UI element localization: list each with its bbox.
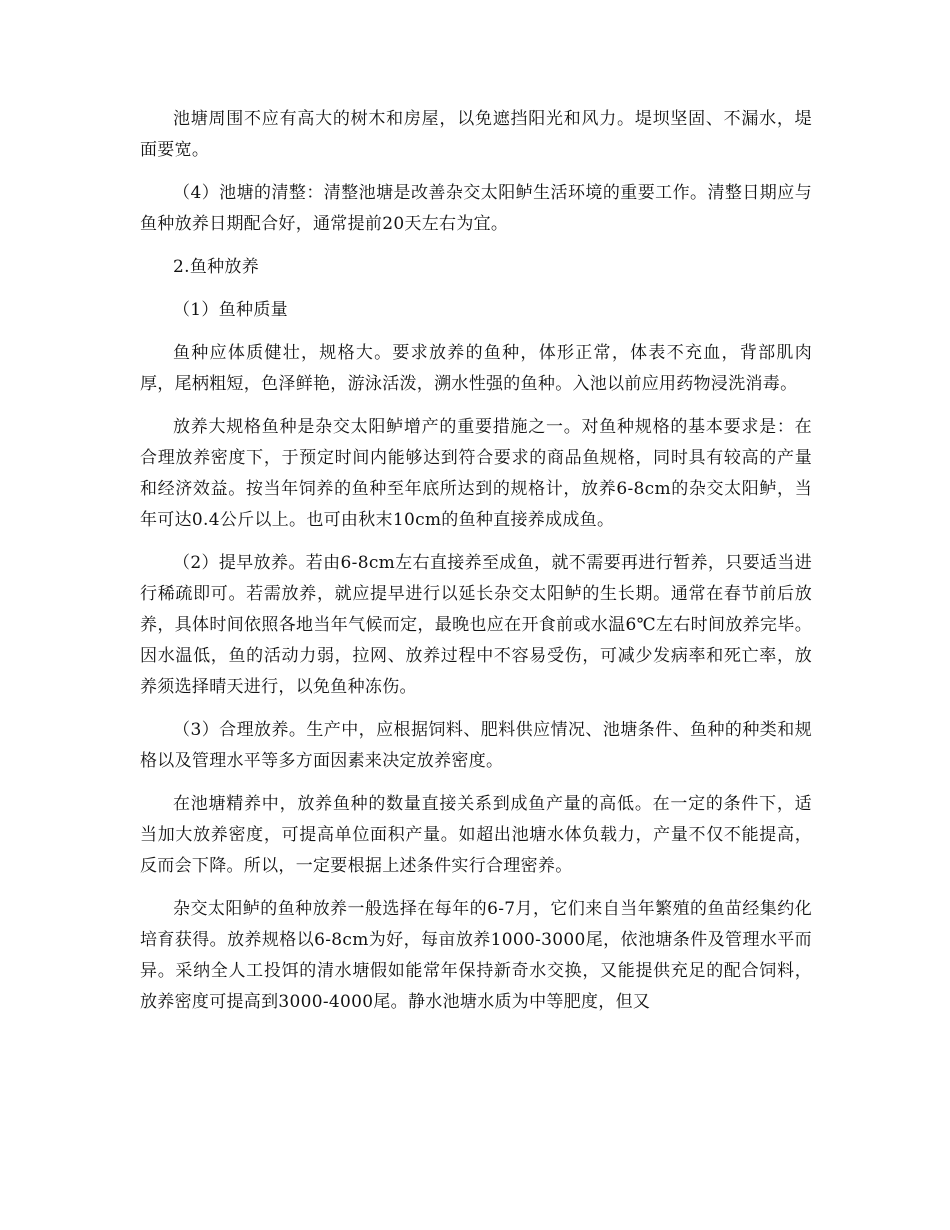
section-heading-fingerling-stocking: 2.鱼种放养: [173, 257, 260, 277]
document-body: [140, 104, 812, 1030]
paragraph-intensive-culture: 在池塘精养中，放养鱼种的数量直接关系到成鱼产量的高低。在一定的条件下，适当加大放养密度，可提高单位面积产量。如超出池塘水体负载力，产量不仅不能提高，反而会下降。所以，一定要根据上述条件实行合理密养。: [140, 794, 812, 876]
paragraph-early-stocking: （2）提早放养。若由6-8cm左右直接养至成鱼，就不需要再进行暂养，只要适当进行稀疏即可。若需放养，就应提早进行以延长杂交太阳鲈的生长期。通常在春节前后放养，具体时间依照各地当年气候而定，最晚也应在开食前或水温6℃左右时间放养完毕。因水温低，鱼的活动力弱，拉网、放养过程中不容易受伤，可减少发病率和死亡率，放养须选择晴天进行，以免鱼种冻伤。: [140, 553, 812, 697]
paragraph-large-fingerlings: 放养大规格鱼种是杂交太阳鲈增产的重要措施之一。对鱼种规格的基本要求是：在合理放养密度下，于预定时间内能够达到符合要求的商品鱼规格，同时具有较高的产量和经济效益。按当年饲养的鱼种至年底所达到的规格计，放养6-8cm的杂交太阳鲈，当年可达0.4公斤以上。也可由秋末10cm的鱼种直接养成成鱼。: [140, 417, 812, 530]
paragraph-reasonable-stocking: （3）合理放养。生产中，应根据饲料、肥料供应情况、池塘条件、鱼种的种类和规格以及管理水平等多方面因素来决定放养密度。: [140, 720, 812, 771]
paragraph-stocking-timing: 杂交太阳鲈的鱼种放养一般选择在每年的6-7月，它们来自当年繁殖的鱼苗经集约化培育获得。放养规格以6-8cm为好，每亩放养1000-3000尾，依池塘条件及管理水平而异。采纳全人工投饵的清水塘假如能常年保持新奇水交换，又能提供充足的配合饲料，放养密度可提高到3000-4000尾。静水池塘水质为中等肥度，但又: [140, 899, 812, 1012]
subheading-fingerling-quality: （1）鱼种质量: [173, 300, 288, 320]
paragraph-fingerling-quality: 鱼种应体质健壮，规格大。要求放养的鱼种，体形正常，体表不充血，背部肌肉厚，尾柄粗短，色泽鲜艳，游泳活泼，溯水性强的鱼种。入池以前应用药物浸洗消毒。: [140, 343, 812, 394]
paragraph-pond-surroundings: 池塘周围不应有高大的树木和房屋，以免遮挡阳光和风力。堤坝坚固、不漏水，堤面要宽。: [140, 109, 812, 160]
paragraph-pond-cleaning: （4）池塘的清整：清整池塘是改善杂交太阳鲈生活环境的重要工作。清整日期应与鱼种放养日期配合好，通常提前20天左右为宜。: [140, 183, 812, 234]
